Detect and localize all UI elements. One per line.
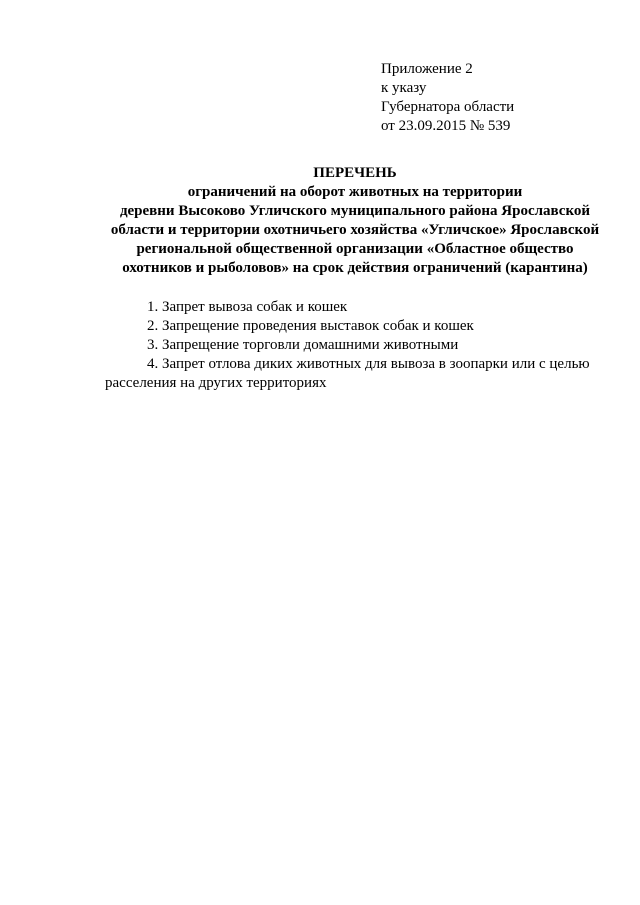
title-line-5: охотников и рыболовов» на срок действия ограничений (карантина) [122,260,588,276]
appendix-line-4: от 23.09.2015 № 539 [381,118,511,134]
appendix-line-1: Приложение 2 [381,61,473,77]
title-line-3: области и территории охотничьего хозяйства «Угличское» Ярославской [110,222,600,238]
title-line-1: ограничений на оборот животных на территории [187,184,523,200]
document-title [95,164,615,278]
title-line-4: региональной общественной организации «Областное общество [136,241,574,257]
restrictions-list [105,298,625,393]
title-main: ПЕРЕЧЕНЬ [313,165,397,181]
title-line-2: деревни Высоково Угличского муниципального района Ярославской [119,203,591,219]
list-item [105,355,625,393]
appendix-line-3: Губернатора области [381,99,515,115]
list-item: 1. Запрет вывоза собак и кошек [147,299,348,315]
list-item-text: 4. Запрет отлова диких животных для вывоза в зоопарки или с целью [147,356,590,372]
list-item: 2. Запрещение проведения выставок собак и кошек [147,318,474,334]
list-item-continuation: расселения на других территориях [105,375,327,391]
list-item: 3. Запрещение торговли домашними животными [147,337,459,353]
appendix-line-2: к указу [381,80,427,96]
appendix-header [381,60,621,136]
